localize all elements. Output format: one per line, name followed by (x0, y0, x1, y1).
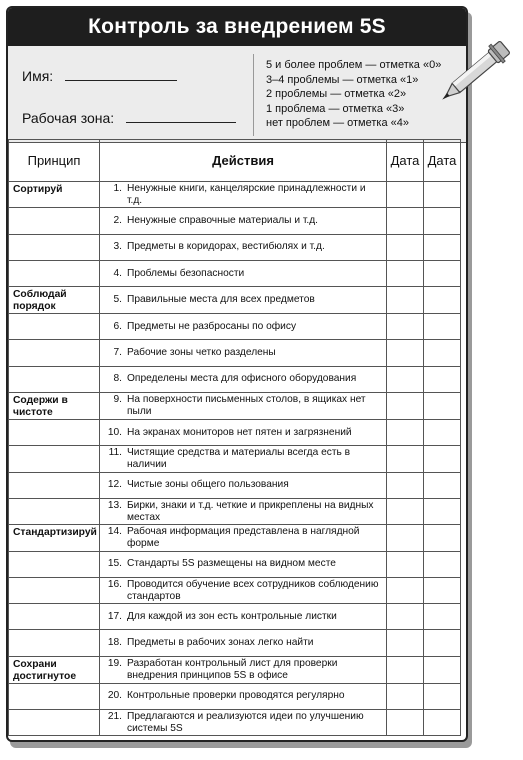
date-cell-1[interactable] (387, 340, 424, 366)
action-text: Бирки, знаки и т.д. четкие и прикреплены на видных местах (127, 499, 374, 523)
table-row (9, 287, 461, 314)
action-number: 4. (113, 267, 122, 279)
action-cell (100, 420, 387, 446)
table-row (9, 366, 461, 392)
date-cell-2[interactable] (424, 260, 461, 286)
pen-icon (440, 20, 523, 110)
principle-cell (9, 551, 100, 577)
table-row (9, 446, 461, 472)
table-row (9, 314, 461, 340)
action-number: 15. (107, 558, 122, 570)
principle-cell (9, 420, 100, 446)
info-panel (8, 46, 466, 143)
table-row (9, 208, 461, 234)
date-cell-2[interactable] (424, 472, 461, 498)
date-cell-1[interactable] (387, 498, 424, 524)
action-text: Проводится обучение всех сотрудников соблюдению стандартов (127, 578, 379, 602)
action-cell (100, 498, 387, 524)
principle-cell (9, 366, 100, 392)
action-number: 21. (107, 710, 122, 722)
action-text: Рабочая информация представлена в наглядной форме (127, 525, 360, 549)
date-cell-1[interactable] (387, 420, 424, 446)
date-cell-2[interactable] (424, 683, 461, 709)
name-label: Имя: (22, 68, 54, 84)
date-cell-2[interactable] (424, 208, 461, 234)
date-cell-2[interactable] (424, 420, 461, 446)
date-cell-1[interactable] (387, 393, 424, 420)
action-number: 19. (107, 657, 122, 669)
action-cell (100, 683, 387, 709)
action-text: Предлагаются и реализуются идеи по улучшению системы 5S (127, 710, 364, 734)
date-cell-2[interactable] (424, 525, 461, 551)
action-number: 3. (113, 241, 122, 253)
action-cell (100, 366, 387, 392)
scale-item: нет проблем — отметка «4» (266, 117, 409, 130)
scale-item: 3–4 проблемы — отметка «1» (266, 73, 419, 86)
table-header-row (9, 140, 461, 182)
principle-cell (9, 234, 100, 260)
date-cell-2[interactable] (424, 393, 461, 420)
header-date-2: Дата (424, 140, 461, 182)
date-cell-2[interactable] (424, 577, 461, 603)
principle-cell: Соблюдай порядок (9, 287, 100, 314)
date-cell-2[interactable] (424, 630, 461, 656)
principle-cell (9, 577, 100, 603)
principle-cell (9, 260, 100, 286)
action-text: Рабочие зоны четко разделены (127, 347, 276, 359)
action-text: Проблемы безопасности (127, 267, 245, 279)
action-text: Ненужные книги, канцелярские принадлежности и т.д. (127, 182, 366, 206)
date-cell-2[interactable] (424, 340, 461, 366)
header-actions: Действия (100, 140, 387, 182)
action-number: 7. (113, 347, 122, 359)
action-text: Определены места для офисного оборудования (127, 373, 357, 385)
principle-cell (9, 630, 100, 656)
action-number: 13. (107, 499, 122, 511)
action-text: Ненужные справочные материалы и т.д. (127, 214, 318, 226)
date-cell-1[interactable] (387, 577, 424, 603)
date-cell-1[interactable] (387, 260, 424, 286)
action-cell (100, 604, 387, 630)
action-number: 17. (107, 610, 122, 622)
action-text: Контрольные проверки проводятся регулярно (127, 690, 345, 702)
action-text: Предметы в рабочих зонах легко найти (127, 637, 314, 649)
checklist-table (8, 139, 461, 736)
action-cell (100, 577, 387, 603)
date-cell-1[interactable] (387, 551, 424, 577)
action-cell (100, 656, 387, 683)
table-row (9, 710, 461, 736)
table-row (9, 683, 461, 709)
action-cell (100, 525, 387, 551)
action-number: 2. (113, 214, 122, 226)
action-text: Чистящие средства и материалы всегда есть в наличии (127, 447, 351, 471)
action-number: 18. (107, 637, 122, 649)
principle-cell: Содержи в чистоте (9, 393, 100, 420)
date-cell-1[interactable] (387, 683, 424, 709)
principle-cell (9, 498, 100, 524)
page-title: Контроль за внедрением 5S (8, 8, 466, 46)
table-row (9, 551, 461, 577)
date-cell-2[interactable] (424, 287, 461, 314)
table-row (9, 577, 461, 603)
table-row (9, 630, 461, 656)
action-number: 10. (107, 426, 122, 438)
date-cell-1[interactable] (387, 710, 424, 736)
action-cell (100, 630, 387, 656)
action-text: Разработан контрольный лист для проверки внедрения принципов 5S в офисе (127, 657, 338, 681)
header-principle: Принцип (9, 140, 100, 182)
action-cell (100, 710, 387, 736)
table-row (9, 498, 461, 524)
principle-cell (9, 446, 100, 472)
zone-line[interactable] (126, 110, 236, 123)
action-number: 8. (113, 373, 122, 385)
zone-field (22, 110, 236, 126)
action-text: Чистые зоны общего пользования (127, 479, 289, 491)
date-cell-2[interactable] (424, 656, 461, 683)
scale-item: 5 и более проблем — отметка «0» (266, 59, 442, 71)
date-cell-2[interactable] (424, 710, 461, 736)
date-cell-2[interactable] (424, 498, 461, 524)
info-divider (253, 54, 254, 136)
table-row (9, 393, 461, 420)
action-cell (100, 208, 387, 234)
action-number: 1. (113, 182, 122, 194)
action-text: Правильные места для всех предметов (127, 294, 315, 306)
name-line[interactable] (65, 68, 177, 81)
table-row (9, 656, 461, 683)
action-cell (100, 260, 387, 286)
table-row (9, 420, 461, 446)
action-cell (100, 182, 387, 208)
action-number: 16. (107, 578, 122, 590)
date-cell-2[interactable] (424, 366, 461, 392)
action-cell (100, 472, 387, 498)
action-number: 11. (108, 447, 122, 459)
action-text: На поверхности письменных столов, в ящиках нет пыли (127, 394, 366, 418)
action-text: Предметы в коридорах, вестибюлях и т.д. (127, 241, 325, 253)
table-row (9, 472, 461, 498)
action-number: 9. (113, 394, 122, 406)
table-row (9, 340, 461, 366)
action-number: 5. (113, 294, 122, 306)
date-cell-2[interactable] (424, 604, 461, 630)
scale-item: 1 проблема — отметка «3» (266, 102, 405, 115)
date-cell-2[interactable] (424, 551, 461, 577)
action-text: Предметы не разбросаны по офису (127, 320, 297, 332)
action-number: 14. (107, 525, 122, 537)
action-cell (100, 446, 387, 472)
date-cell-1[interactable] (387, 446, 424, 472)
principle-cell: Сортируй (9, 182, 100, 208)
date-cell-1[interactable] (387, 314, 424, 340)
header-date-1: Дата (387, 140, 424, 182)
date-cell-2[interactable] (424, 446, 461, 472)
table-row (9, 234, 461, 260)
principle-cell: Стандартизируй (9, 525, 100, 551)
date-cell-1[interactable] (387, 366, 424, 392)
action-text: На экранах мониторов нет пятен и загрязнений (127, 426, 352, 438)
date-cell-2[interactable] (424, 182, 461, 208)
action-cell (100, 287, 387, 314)
table-row (9, 604, 461, 630)
date-cell-1[interactable] (387, 630, 424, 656)
principle-cell (9, 710, 100, 736)
action-text: Стандарты 5S размещены на видном месте (127, 558, 336, 570)
date-cell-1[interactable] (387, 208, 424, 234)
action-number: 6. (113, 320, 122, 332)
principle-cell (9, 340, 100, 366)
principle-cell (9, 604, 100, 630)
principle-cell: Сохрани достигнутое (9, 656, 100, 683)
table-row (9, 260, 461, 286)
action-cell (100, 234, 387, 260)
principle-cell (9, 208, 100, 234)
action-cell (100, 551, 387, 577)
name-field (22, 68, 177, 84)
date-cell-1[interactable] (387, 182, 424, 208)
date-cell-1[interactable] (387, 472, 424, 498)
date-cell-1[interactable] (387, 525, 424, 551)
principle-cell (9, 314, 100, 340)
action-text: Для каждой из зон есть контрольные листки (127, 610, 337, 622)
principle-cell (9, 472, 100, 498)
principle-cell (9, 683, 100, 709)
action-cell (100, 314, 387, 340)
action-number: 20. (107, 690, 122, 702)
date-cell-1[interactable] (387, 656, 424, 683)
action-number: 12. (107, 479, 122, 491)
date-cell-2[interactable] (424, 234, 461, 260)
table-row (9, 182, 461, 208)
date-cell-1[interactable] (387, 287, 424, 314)
zone-label: Рабочая зона: (22, 110, 115, 126)
date-cell-2[interactable] (424, 314, 461, 340)
date-cell-1[interactable] (387, 604, 424, 630)
rating-scale (266, 58, 441, 131)
scale-item: 2 проблемы — отметка «2» (266, 88, 407, 101)
table-row (9, 525, 461, 551)
action-cell (100, 393, 387, 420)
date-cell-1[interactable] (387, 234, 424, 260)
action-cell (100, 340, 387, 366)
